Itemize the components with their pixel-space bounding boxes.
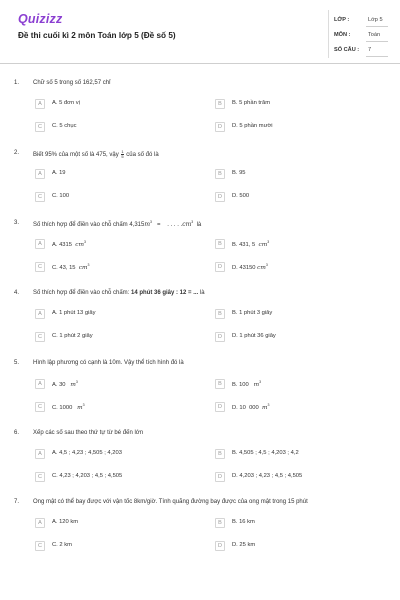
option-text: C. 100 [52,193,70,199]
option-d[interactable] [215,263,365,273]
meta-count-label: SỐ CÂU : [334,47,360,53]
option-letter-box: A [35,239,45,249]
option-text: A. 1 phút 13 giây [52,310,96,316]
option-a[interactable] [35,450,185,460]
option-b[interactable] [215,310,365,320]
option-d[interactable] [215,193,365,203]
question-text: Xếp các số sau theo thứ tự từ bé đến lớn [33,430,144,436]
option-letter-box: B [215,169,225,179]
option-letter-box: C [35,472,45,482]
option-text: A. 5 đơn vị [52,100,80,106]
question-number: 6. [14,430,20,436]
option-b[interactable] [215,240,365,250]
option-text: C. 1000 $m^3$ [52,403,85,411]
question-number: 1. [14,80,20,86]
option-letter-box: C [35,541,45,551]
option-letter-box: B [215,309,225,319]
question-3 [0,220,400,290]
question-number: 2. [14,150,20,156]
option-letter-box: A [35,309,45,319]
question-number: 7. [14,499,20,505]
option-c[interactable] [35,123,185,133]
option-text: D. 1 phút 36 giây [232,333,276,339]
option-text: B. 431, 5 $cm^3$ [232,240,270,248]
option-text: C. 43, 15 $cm^3$ [52,263,90,271]
option-text: D. 4,203 ; 4,23 ; 4,5 ; 4,505 [232,473,303,479]
option-a[interactable] [35,380,185,390]
question-number: 3. [14,220,20,226]
option-letter-box: A [35,99,45,109]
option-text: B. 95 [232,170,246,176]
option-text: C. 5 chục [52,123,77,129]
option-a[interactable] [35,519,185,529]
quizizz-logo: Quizizz [18,12,63,26]
option-text: D. 5 phần mười [232,123,273,129]
question-7 [0,499,400,569]
option-letter-box: A [35,379,45,389]
option-letter-box: D [215,541,225,551]
meta-subject-label: MÔN : [334,32,351,38]
option-c[interactable] [35,542,185,552]
option-letter-box: D [215,332,225,342]
option-text: B. 4,505 ; 4,5 ; 4,203 ; 4,2 [232,450,299,456]
option-text: A. 120 km [52,519,79,525]
option-letter-box: D [215,262,225,272]
option-text: D. 43150 $cm^3$ [232,263,268,271]
option-b[interactable] [215,380,365,390]
option-b[interactable] [215,450,365,460]
option-d[interactable] [215,333,365,343]
option-c[interactable] [35,473,185,483]
meta-divider [328,10,329,58]
option-c[interactable] [35,193,185,203]
option-letter-box: C [35,192,45,202]
meta-subject-value: Toán [368,32,381,38]
meta-class-label: LỚP : [334,17,350,23]
option-c[interactable] [35,403,185,413]
option-text: A. 4,5 ; 4,23 ; 4,505 ; 4,203 [52,450,122,456]
question-text: Số thích hợp để điền vào chỗ chấm: 14 phút 36 giây : 12 = ... là [33,290,205,296]
option-d[interactable] [215,473,365,483]
meta-underline [366,41,388,42]
option-letter-box: B [215,99,225,109]
option-letter-box: B [215,449,225,459]
question-5 [0,360,400,430]
exam-title: Đề thi cuối kì 2 môn Toán lớp 5 (Đề số 5) [18,31,176,40]
option-d[interactable] [215,542,365,552]
option-letter-box: D [215,122,225,132]
option-text: D. 25 km [232,542,256,548]
question-6 [0,430,400,500]
option-a[interactable] [35,240,185,250]
worksheet-header [0,0,400,64]
option-c[interactable] [35,263,185,273]
question-1 [0,80,400,150]
option-text: B. 1 phút 3 giây [232,310,273,316]
question-4 [0,290,400,360]
meta-underline [366,26,388,27]
option-a[interactable] [35,170,185,180]
option-c[interactable] [35,333,185,343]
option-letter-box: B [215,239,225,249]
option-text: B. 5 phần trăm [232,100,271,106]
option-text: A. 30 $m^3$ [52,380,78,388]
option-letter-box: A [35,518,45,528]
option-letter-box: B [215,518,225,528]
question-text: Ong mật có thể bay được với vận tốc 8km/giờ. Tính quãng đường bay được của ong mật trong 15 phút [33,499,308,505]
option-b[interactable] [215,519,365,529]
option-text: C. 4,23 ; 4,203 ; 4,5 ; 4,505 [52,473,123,479]
question-2 [0,150,400,220]
question-number: 5. [14,360,20,366]
option-letter-box: D [215,192,225,202]
meta-count-value: 7 [368,47,372,53]
option-text: C. 1 phút 2 giây [52,333,93,339]
option-a[interactable] [35,310,185,320]
question-text: Chữ số 5 trong số 162,57 chỉ [33,80,111,86]
option-d[interactable] [215,123,365,133]
option-text: D. 500 [232,193,250,199]
option-letter-box: C [35,332,45,342]
question-text: Số thích hợp để điền vào chỗ chấm $4,315m^3$ = . . . . $.cm^3$ là [33,220,202,228]
question-text: Hình lập phương có cạnh là 10m. Vậy thể tích hình đó là [33,360,184,366]
option-text: C. 2 km [52,542,72,548]
option-text: D. 10 000 $m^3$ [232,403,270,411]
option-letter-box: B [215,379,225,389]
option-d[interactable] [215,403,365,413]
option-letter-box: C [35,122,45,132]
fraction: $\frac{1}{5}$ [121,149,124,159]
option-text: A. 4315 $cm^3$ [52,240,86,248]
question-text: Biết 95% của một số là 475, vậy $\frac{1}{5}$ của số đó là [33,149,159,159]
option-letter-box: D [215,472,225,482]
option-b[interactable] [215,100,365,110]
option-letter-box: C [35,262,45,272]
option-b[interactable] [215,170,365,180]
meta-class-value: Lớp 5 [368,17,383,23]
meta-underline [366,56,388,57]
question-number: 4. [14,290,20,296]
option-text: B. 16 km [232,519,255,525]
option-a[interactable] [35,100,185,110]
option-letter-box: A [35,169,45,179]
option-text: A. 19 [52,170,66,176]
option-text: B. 100 $m^3$ [232,380,262,388]
option-letter-box: C [35,402,45,412]
option-letter-box: D [215,402,225,412]
option-letter-box: A [35,449,45,459]
